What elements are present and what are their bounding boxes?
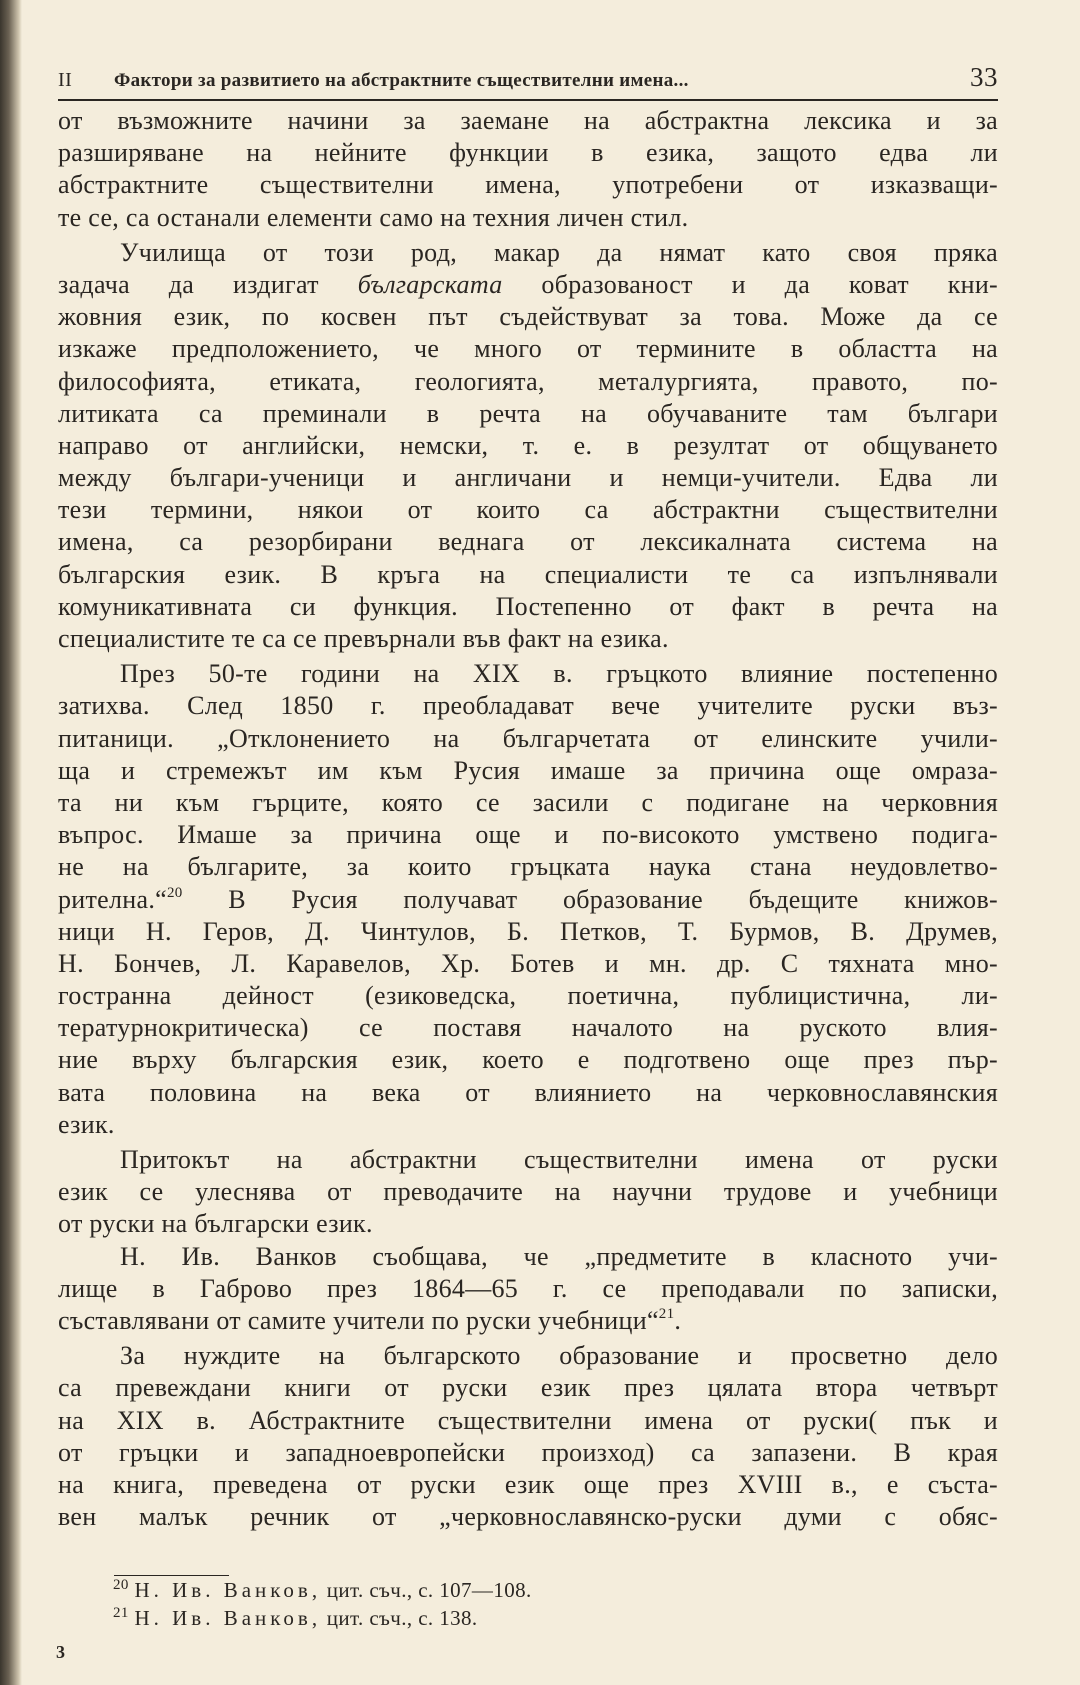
text-line: от гръцки и западноевропейски произход) са запазени. В края bbox=[58, 1437, 998, 1467]
text-line: лище в Габрово през 1864—65 г. се преподавали по записки, bbox=[58, 1273, 998, 1303]
text-line: ници Н. Геров, Д. Чинтулов, Б. Петков, Т. Бурмов, В. Друмев, bbox=[58, 916, 998, 946]
text-line: затихва. След 1850 г. преобладават вече учителите руски въз- bbox=[58, 691, 998, 721]
text-line: направо от английски, немски, т. е. в резултат от общуването bbox=[58, 430, 998, 460]
text-line: Училища от този род, макар да нямат като своя пряка bbox=[120, 237, 998, 267]
text-line: език. bbox=[58, 1109, 115, 1139]
text-line: жовния език, по косвен път съдействуват за това. Може да се bbox=[58, 302, 998, 332]
text-line bbox=[58, 269, 998, 301]
text-line: комуникативната си функция. Постепенно от факт в речта на bbox=[58, 591, 998, 621]
text-line: философията, етиката, геологията, металургията, правото, по- bbox=[58, 366, 998, 396]
text-line: специалистите те са се превърнали във факт на езика. bbox=[58, 624, 669, 653]
text-line: език се улеснява от преводачите на научни трудове и учебници bbox=[58, 1177, 998, 1207]
text-line: тературнокритическа) се поставя началото на руското влия- bbox=[58, 1013, 998, 1043]
text-fragment: образованост и да коват кни- bbox=[541, 269, 999, 299]
text-line: от руски на български език. bbox=[58, 1209, 373, 1239]
body-text bbox=[58, 105, 998, 1533]
text-fragment: В Русия получават образование бъдещите книжов- bbox=[182, 884, 998, 914]
footnote-number: 20 bbox=[113, 1577, 129, 1594]
footnote-author: Н. Ив. Ванков, bbox=[134, 1606, 322, 1631]
text-line: на книга, преведена от руски език още през XVIII в., е съста- bbox=[58, 1469, 998, 1499]
footnote-ref-21: 21 bbox=[658, 1305, 675, 1322]
text-line: между българи-ученици и англичани и немци-учители. Едва ли bbox=[58, 463, 998, 493]
page-number: 33 bbox=[970, 62, 998, 92]
running-header bbox=[58, 62, 998, 101]
book-spine-shadow bbox=[0, 0, 22, 1685]
text-line: ща и стремежът им към Русия имаше за причина още омраза- bbox=[58, 755, 998, 785]
text-fragment: съставлявани от самите учители по руски учебници“ bbox=[58, 1305, 659, 1335]
text-line: питаници. „Отклонението на българчетата от елинските учили- bbox=[58, 723, 998, 753]
text-line: Н. Ив. Ванков съобщава, че „предметите в класното учи- bbox=[120, 1241, 998, 1271]
text-fragment: задача да издигат bbox=[58, 269, 319, 299]
text-line: на XIX в. Абстрактните съществителни имена от руски( пък и bbox=[58, 1405, 998, 1435]
text-line: те се, са останали елементи само на техния личен стил. bbox=[58, 202, 689, 232]
text-line: литиката са преминали в речта на обучаваните там българи bbox=[58, 398, 998, 428]
footnote-number: 21 bbox=[113, 1605, 129, 1622]
text-line: Притокът на абстрактни съществителни имена от руски bbox=[120, 1145, 998, 1174]
text-line: абстрактните съществителни имена, употребени от изказващи- bbox=[58, 170, 998, 200]
italic-term: българската bbox=[357, 269, 503, 299]
text-fragment: рителна.“ bbox=[58, 884, 167, 914]
text-line: от възможните начини за заемане на абстрактна лексика и за bbox=[58, 106, 998, 135]
text-line: гостранна дейност (езиковедска, поетична, публицистична, ли- bbox=[58, 981, 998, 1011]
text-line: българския език. В кръга на специалисти те са изпълнявали bbox=[58, 559, 998, 589]
text-line bbox=[58, 884, 998, 916]
text-line: въпрос. Имаше за причина още и по-високото умствено подига- bbox=[58, 820, 998, 850]
text-line: разширяване на нейните функции в езика, защото едва ли bbox=[58, 138, 998, 168]
footnote-citation: цит. съч., с. 138. bbox=[321, 1606, 478, 1631]
running-title: Фактори за развитието на абстрактните съществителни имена... bbox=[114, 70, 689, 91]
book-page bbox=[58, 62, 998, 1663]
text-line: Н. Бончев, Л. Каравелов, Хр. Ботев и мн. др. С тяхната мно- bbox=[58, 948, 998, 978]
text-line bbox=[58, 1305, 998, 1337]
footnote bbox=[58, 1604, 998, 1632]
text-line: ние върху българския език, което е подготвено още през пър- bbox=[58, 1045, 998, 1075]
footnote-author: Н. Ив. Ванков, bbox=[134, 1578, 322, 1603]
text-line: вата половина на века от влиянието на черковнославянския bbox=[58, 1077, 998, 1107]
text-line: вен малък речник от „черковнославянско-руски думи с обяс- bbox=[58, 1502, 998, 1532]
text-line: са превеждани книги от руски език през цялата втора четвърт bbox=[58, 1373, 998, 1403]
text-line: През 50-те години на XIX в. гръцкото влияние постепенно bbox=[120, 659, 998, 689]
text-fragment: . bbox=[674, 1305, 682, 1335]
footnote bbox=[58, 1576, 998, 1604]
text-line: имена, са резорбирани веднага от лексикалната система на bbox=[58, 527, 998, 557]
text-line: изкаже предположението, че много от термините в областта на bbox=[58, 334, 998, 364]
footnote-ref-20: 20 bbox=[167, 884, 183, 901]
text-line: За нуждите на българското образование и просветно дело bbox=[120, 1341, 998, 1371]
text-line: тези термини, някои от които са абстрактни съществителни bbox=[58, 495, 998, 525]
text-line: та ни към гърците, която се засили с подигане на черковния bbox=[58, 787, 998, 817]
text-line: не на българите, за които гръцката наука стана неудовлетво- bbox=[58, 852, 998, 882]
printer-signature-mark: 3 bbox=[56, 1642, 65, 1663]
chapter-number: II bbox=[58, 69, 73, 91]
footnote-citation: цит. съч., с. 107—108. bbox=[321, 1578, 532, 1603]
